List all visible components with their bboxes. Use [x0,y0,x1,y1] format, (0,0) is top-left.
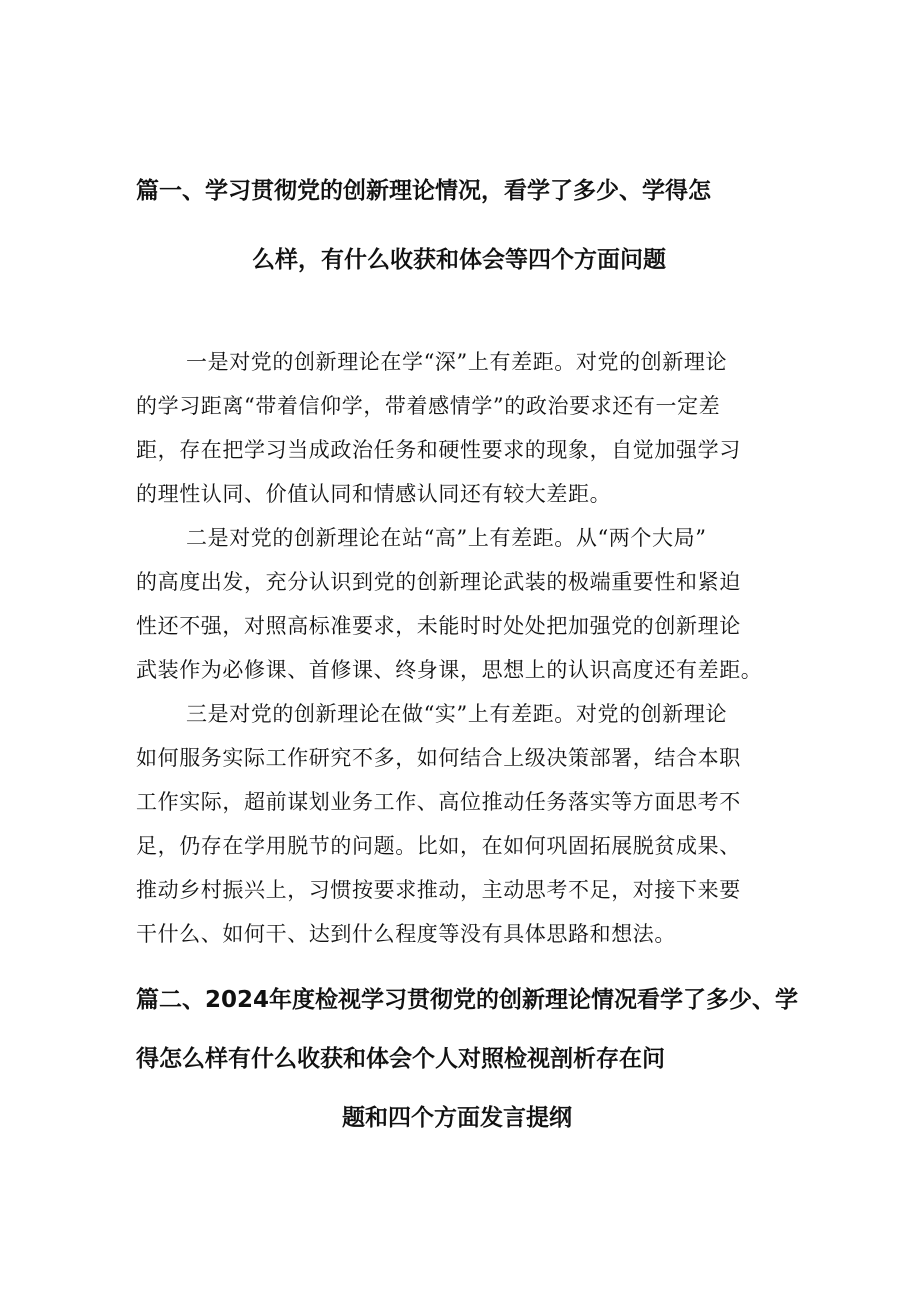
section-two-title-line-3: 题和四个方面发言提纲 [342,1105,572,1131]
paragraph-1-line-2: 的学习距离“带着信仰学，带着感情学”的政治要求还有一定差 [136,394,721,418]
paragraph-2-line-4: 武装作为必修课、首修课、终身课，思想上的认识高度还有差距。 [136,658,763,682]
paragraph-3-line-3: 工作实际，超前谋划业务工作、高位推动任务落实等方面思考不 [136,790,741,814]
section-two-title-line-2: 得怎么样有什么收获和体会个人对照检视剖析存在问 [136,1046,665,1072]
paragraph-3-line-5: 推动乡村振兴上，习惯按要求推动，主动思考不足，对接下来要 [136,878,741,902]
paragraph-3-line-2: 如何服务实际工作研究不多，如何结合上级决策部署，结合本职 [136,746,741,770]
paragraph-1-line-1: 一是对党的创新理论在学“深”上有差距。对党的创新理论 [186,350,728,374]
paragraph-3-line-1: 三是对党的创新理论在做“实”上有差距。对党的创新理论 [186,702,728,726]
section-two-title-line-1: 篇二、2024年度检视学习贯彻党的创新理论情况看学了多少、学 [136,987,799,1013]
paragraph-2-line-1: 二是对党的创新理论在站“高”上有差距。从“两个大局” [186,526,707,550]
paragraph-1-line-3: 距，存在把学习当成政治任务和硬性要求的现象，自觉加强学习 [136,438,741,462]
paragraph-2-line-2: 的高度出发，充分认识到党的创新理论武装的极端重要性和紧迫 [136,570,741,594]
paragraph-3-line-6: 干什么、如何干、达到什么程度等没有具体思路和想法。 [136,922,676,946]
paragraph-2-line-3: 性还不强，对照高标准要求，未能时时处处把加强党的创新理论 [136,614,741,638]
paragraph-3-line-4: 足，仍存在学用脱节的问题。比如，在如何巩固拓展脱贫成果、 [136,834,741,858]
section-one-title-line-1: 篇一、学习贯彻党的创新理论情况，看学了多少、学得怎 [136,178,711,204]
paragraph-1-line-4: 的理性认同、价值认同和情感认同还有较大差距。 [136,482,612,506]
section-one-title-line-2: 么样，有什么收获和体会等四个方面问题 [252,247,666,273]
